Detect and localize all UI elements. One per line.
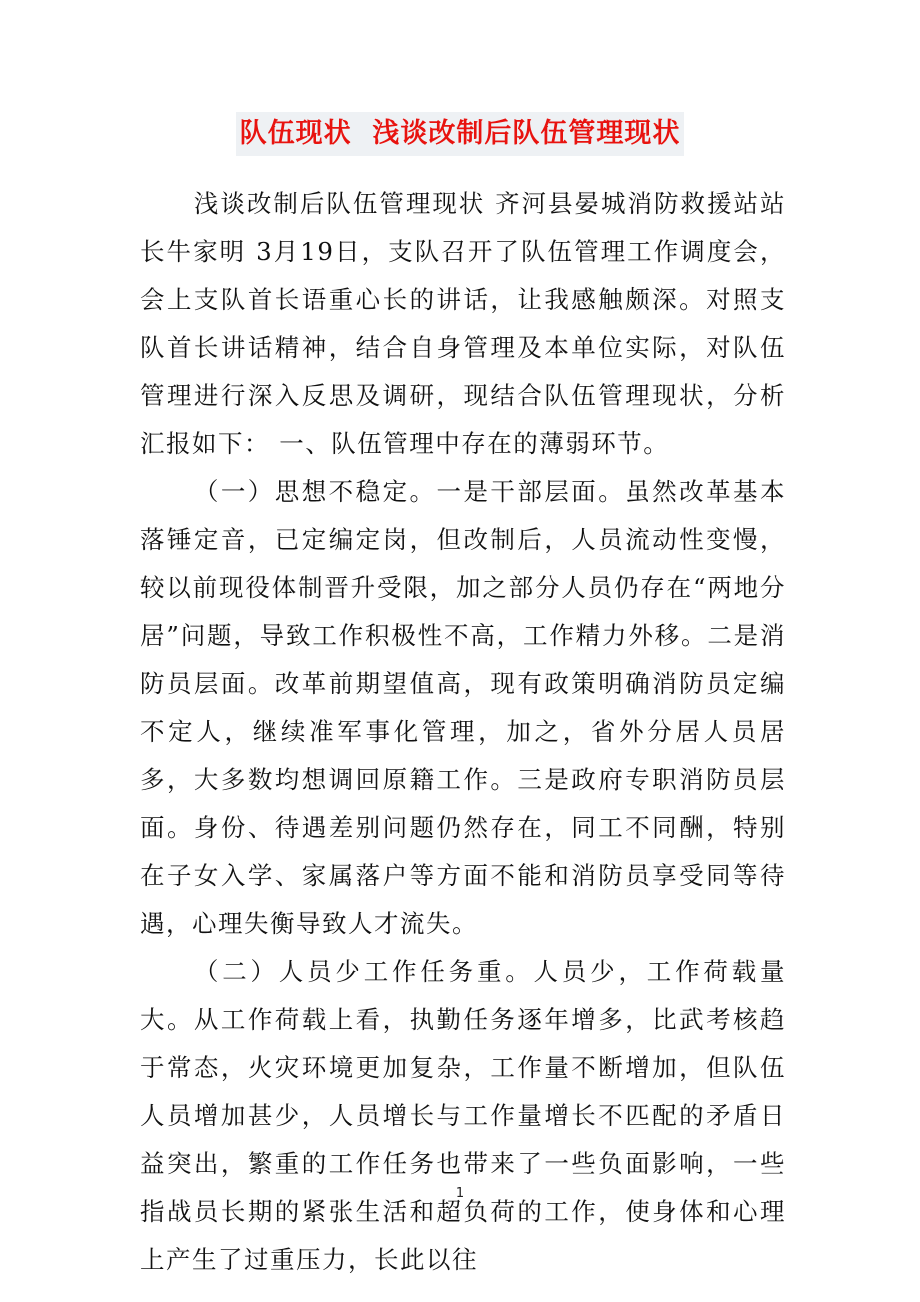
page-number: 1 <box>455 1186 465 1201</box>
paragraph-section-1: （一）思想不稳定。一是干部层面。虽然改革基本落锤定音，已定编定岗，但改制后，人员流动性变慢，较以前现役体制晋升受限，加之部分人员仍存在“两地分居”问题，导致工作积极性不高，工作精力外移。二是消防员层面。改革前期望值高，现有政策明确消防员定编不定人，继续准军事化管理，加之，省外分居人员居多，大多数均想调回原籍工作。三是政府专职消防员层面。身份、待遇差别问题仍然存在，同工不同酬，特别在子女入学、家属落户等方面不能和消防员享受同等待遇，心理失衡导致人才流失。 <box>140 477 786 938</box>
document-body <box>140 180 786 1284</box>
title-container <box>0 112 920 156</box>
document-title: 队伍现状 浅谈改制后队伍管理现状 <box>236 112 685 156</box>
paragraph-intro: 浅谈改制后队伍管理现状 齐河县晏城消防救援站站长牛家明 3月19日，支队召开了队伍管理工作调度会，会上支队首长语重心长的讲话，让我感触颇深。对照支队首长讲话精神，结合自身管理及本单位实际，对队伍管理进行深入反思及调研，现结合队伍管理现状，分析汇报如下： 一、队伍管理中存在的薄弱环节。 <box>140 189 786 458</box>
paragraph-section-2: （二）人员少工作任务重。人员少，工作荷载量大。从工作荷载上看，执勤任务逐年增多，比武考核趋于常态，火灾环境更加复杂，工作量不断增加，但队伍人员增加甚少，人员增长与工作量增长不匹配的矛盾日益突出，繁重的工作任务也带来了一些负面影响，一些指战员长期的紧张生活和超负荷的工作，使身体和心理上产生了过重压力，长此以往 <box>140 957 786 1274</box>
